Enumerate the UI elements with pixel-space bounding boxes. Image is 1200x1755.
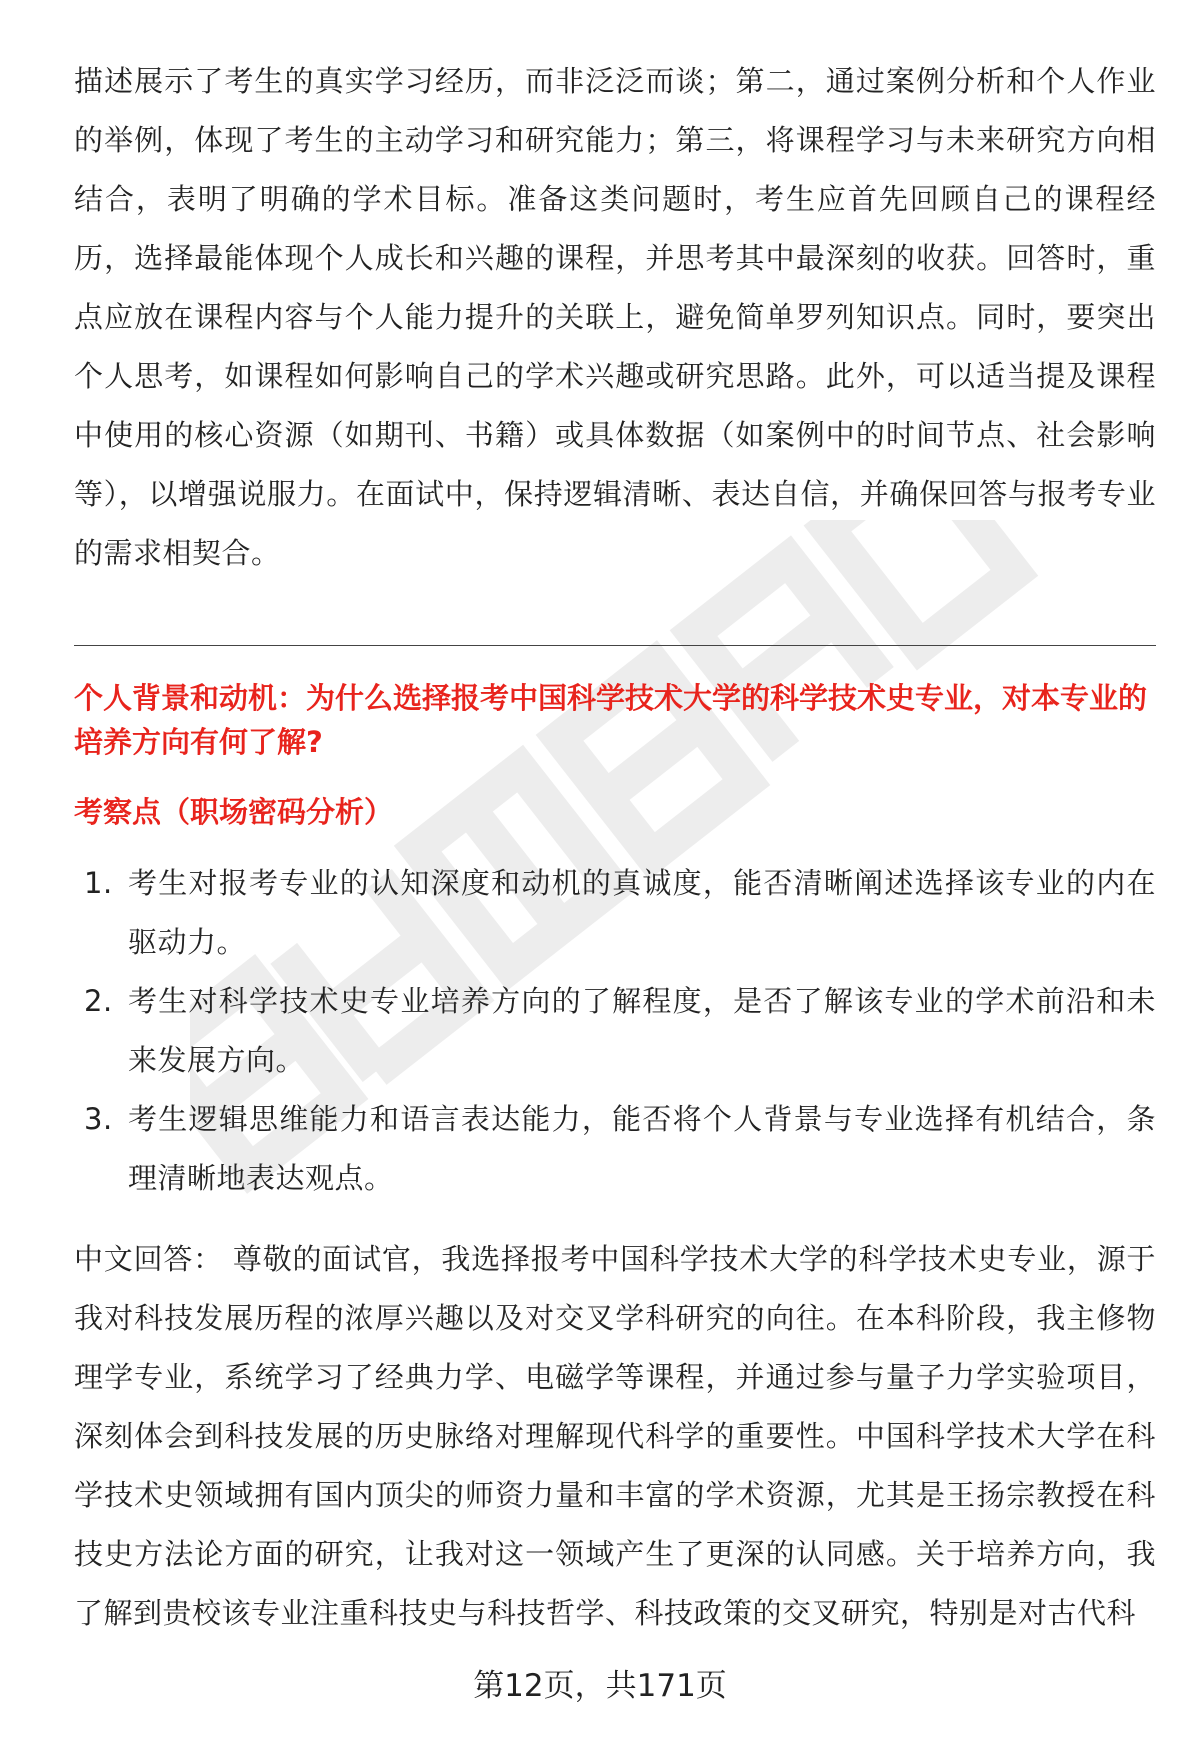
list-item-number: 2. xyxy=(84,984,113,1018)
list-item xyxy=(74,854,1156,972)
section-divider xyxy=(74,645,1156,646)
list-item-number: 1. xyxy=(84,866,113,900)
list-item-number: 3. xyxy=(84,1102,113,1136)
document-page xyxy=(74,52,1156,1643)
answer-paragraph: 中文回答： 尊敬的面试官，我选择报考中国科学技术大学的科学技术史专业，源于我对科技发展历程的浓厚兴趣以及对交叉学科研究的向往。在本科阶段，我主修物理学专业，系统学习了经典力学、电磁学等课程，并通过参与量子力学实验项目，深刻体会到科技发展的历史脉络对理解现代科学的重要性。中国科学技术大学在科学技术史领域拥有国内顶尖的师资力量和丰富的学术资源，尤其是王扬宗教授在科技史方法论方面的研究，让我对这一领域产生了更深的认同感。关于培养方向，我了解到贵校该专业注重科技史与科技哲学、科技政策的交叉研究，特别是对古代科 xyxy=(74,1242,1156,1630)
list-item xyxy=(74,972,1156,1090)
points-list xyxy=(74,854,1156,1208)
intro-paragraph: 描述展示了考生的真实学习经历，而非泛泛而谈；第二，通过案例分析和个人作业的举例，体现了考生的主动学习和研究能力；第三，将课程学习与未来研究方向相结合，表明了明确的学术目标。准备这类问题时，考生应首先回顾自己的课程经历，选择最能体现个人成长和兴趣的课程，并思考其中最深刻的收获。回答时，重点应放在课程内容与个人能力提升的关联上，避免简单罗列知识点。同时，要突出个人思考，如课程如何影响自己的学术兴趣或研究思路。此外，可以适当提及课程中使用的核心资源（如期刊、书籍）或具体数据（如案例中的时间节点、社会影响等），以增强说服力。在面试中，保持逻辑清晰、表达自信，并确保回答与报考专业的需求相契合。 xyxy=(74,64,1156,570)
points-title: 考察点（职场密码分析） xyxy=(74,795,394,829)
question-heading: 个人背景和动机：为什么选择报考中国科学技术大学的科学技术史专业，对本专业的培养方向有何了解? xyxy=(74,681,1148,759)
page-number-footer: 第12页，共171页 xyxy=(473,1668,727,1704)
list-item-text: 考生逻辑思维能力和语言表达能力，能否将个人背景与专业选择有机结合，条理清晰地表达观点。 xyxy=(128,1102,1156,1195)
list-item xyxy=(74,1090,1156,1208)
list-item-text: 考生对科学技术史专业培养方向的了解程度，是否了解该专业的学术前沿和未来发展方向。 xyxy=(128,984,1156,1077)
list-item-text: 考生对报考专业的认知深度和动机的真诚度，能否清晰阐述选择该专业的内在驱动力。 xyxy=(128,866,1156,959)
